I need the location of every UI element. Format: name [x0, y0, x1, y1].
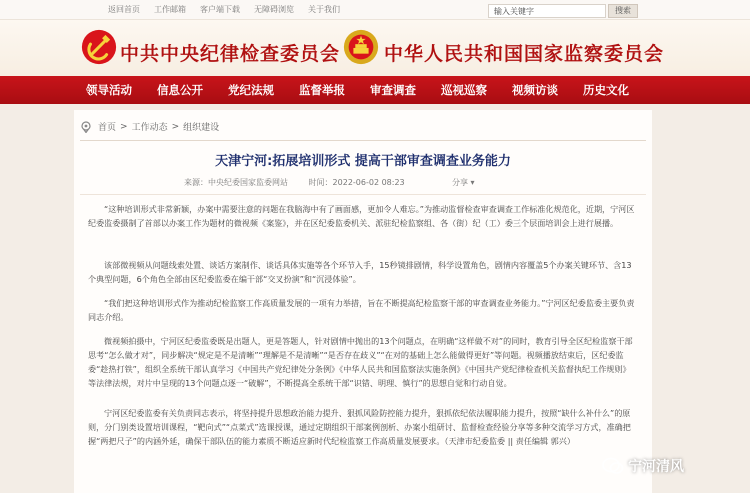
nav-item-report[interactable]: 监督举报 [299, 83, 345, 97]
top-link-about[interactable]: 关于我们 [308, 5, 340, 14]
article-paragraph: 该部微视频从问题线索处置、谈话方案制作、谈话具体实施等各个环节入手，15秒镜排剧情，科学设置角色，剧情内容覆盖5个办案关键环节、含13个典型问题，6个角色全部由区纪委监委在编干部“交叉扮演”和“沉浸体验”。 [88, 260, 632, 284]
top-links [108, 4, 354, 15]
search-input[interactable]: 输入关键字 [488, 4, 606, 18]
article-source: 来源：中央纪委国家监委网站 [184, 178, 288, 187]
national-emblem-icon [342, 28, 380, 66]
top-link-download[interactable]: 客户端下载 [200, 5, 240, 14]
divider [80, 194, 646, 195]
nsc-title: 中华人民共和国国家监察委员会 [384, 43, 665, 65]
article-paragraph: 宁河区纪委监委有关负责同志表示，将坚持提升思想政治能力提升、狠抓风险防控能力提升，狠抓依纪依法履职能力提升，按照“缺什么补什么”的原则，分门别类设置培训课程，“靶向式”“点菜式”选课授课，通过定期组织干部案例剖析、办案小组研讨、监督检查经验分享等多种交流学习方式，准确把握“两把尺子”的内涵外延，确保干部队伍的能力素质不断适应新时代纪检监察工作高质量发展要求。（天津市纪委监委 || 责任编辑 郭兴） [88, 408, 631, 446]
nav-item-info[interactable]: 信息公开 [157, 83, 203, 97]
article-paragraph: “这种培训形式非常新颖，办案中需要注意的问题在我脑海中有了画面感，更加令人难忘。”为推动监督检查审查调查工作标准化规范化，近期，宁河区纪委监委摄制了首部以办案工作为题材的微视频《案鉴》，并在区纪委监委机关、派驻纪检监察组、各（街）纪（工）委三个层面培训会上进行展播。 [88, 204, 635, 228]
article-meta [184, 177, 405, 188]
watermark [602, 456, 684, 476]
location-pin-icon [80, 121, 92, 133]
breadcrumb-separator: > [171, 121, 180, 132]
top-link-accessibility[interactable]: 无障碍浏览 [254, 5, 294, 14]
search-button[interactable]: 搜索 [608, 4, 638, 18]
article-panel [74, 110, 652, 493]
party-emblem-icon [80, 28, 118, 66]
breadcrumb-work-news[interactable]: 工作动态 [131, 123, 168, 133]
share-button[interactable]: 分享 ▾ [452, 178, 475, 187]
site-header [0, 20, 750, 76]
wechat-icon [602, 457, 624, 475]
breadcrumb-separator: > [120, 121, 128, 132]
nav-item-leaders[interactable]: 领导活动 [86, 83, 132, 97]
share-label: 分享 [452, 178, 468, 187]
breadcrumb-org[interactable]: 组织建设 [183, 123, 220, 133]
nav-item-history[interactable]: 历史文化 [583, 83, 629, 97]
nav-item-investigation[interactable]: 审查调查 [370, 83, 416, 97]
article-title: 天津宁河:拓展培训形式 提高干部审查调查业务能力 [215, 154, 511, 169]
article-date: 时间：2022-06-02 08:23 [308, 178, 405, 187]
top-link-mail[interactable]: 工作邮箱 [154, 5, 186, 14]
nav-item-video[interactable]: 视频访谈 [512, 83, 558, 97]
article-paragraph: “我们把这种培训形式作为推动纪检监察工作高质量发展的一项有力举措，旨在不断提高纪检监察干部的审查调查业务能力。”宁河区纪委监委主要负责同志介绍。 [88, 298, 635, 322]
nav-item-inspection[interactable]: 巡视巡察 [441, 83, 487, 97]
watermark-text: 宁河清风 [628, 459, 684, 475]
top-utility-bar [0, 0, 750, 20]
main-nav [0, 76, 750, 104]
breadcrumb-home[interactable]: 首页 [98, 123, 117, 133]
article-paragraph: 微视频拍摄中，宁河区纪委监委既是出题人，更是答题人，针对剧情中抛出的13个问题点，在明确“这样做不对”的同时，教育引导全区纪检监察干部思考“怎么做才对”，同步解决“规定是不是清晰”“理解是不是清晰”“是否存在歧义”“在对的基础上怎么能做得更好”等问题。视频播放结束后，区纪委监委“趁热打铁”，组织全系统干部认真学习《中国共产党纪律处分条例》《中华人民共和国监察法实施条例》《中国共产党纪律检查机关监督执纪工作规则》等法律法规，对片中呈现的13个问题点逐一“破解”，不断提高全系统干部“识错、明理、慎行”的思想自觉和行动自觉。 [88, 336, 633, 388]
top-link-home[interactable]: 返回首页 [108, 5, 140, 14]
nav-item-regulations[interactable]: 党纪法规 [228, 83, 274, 97]
divider [80, 140, 646, 141]
cpc-ccdi-title: 中共中央纪律检查委员会 [120, 43, 341, 65]
breadcrumb [80, 120, 219, 133]
